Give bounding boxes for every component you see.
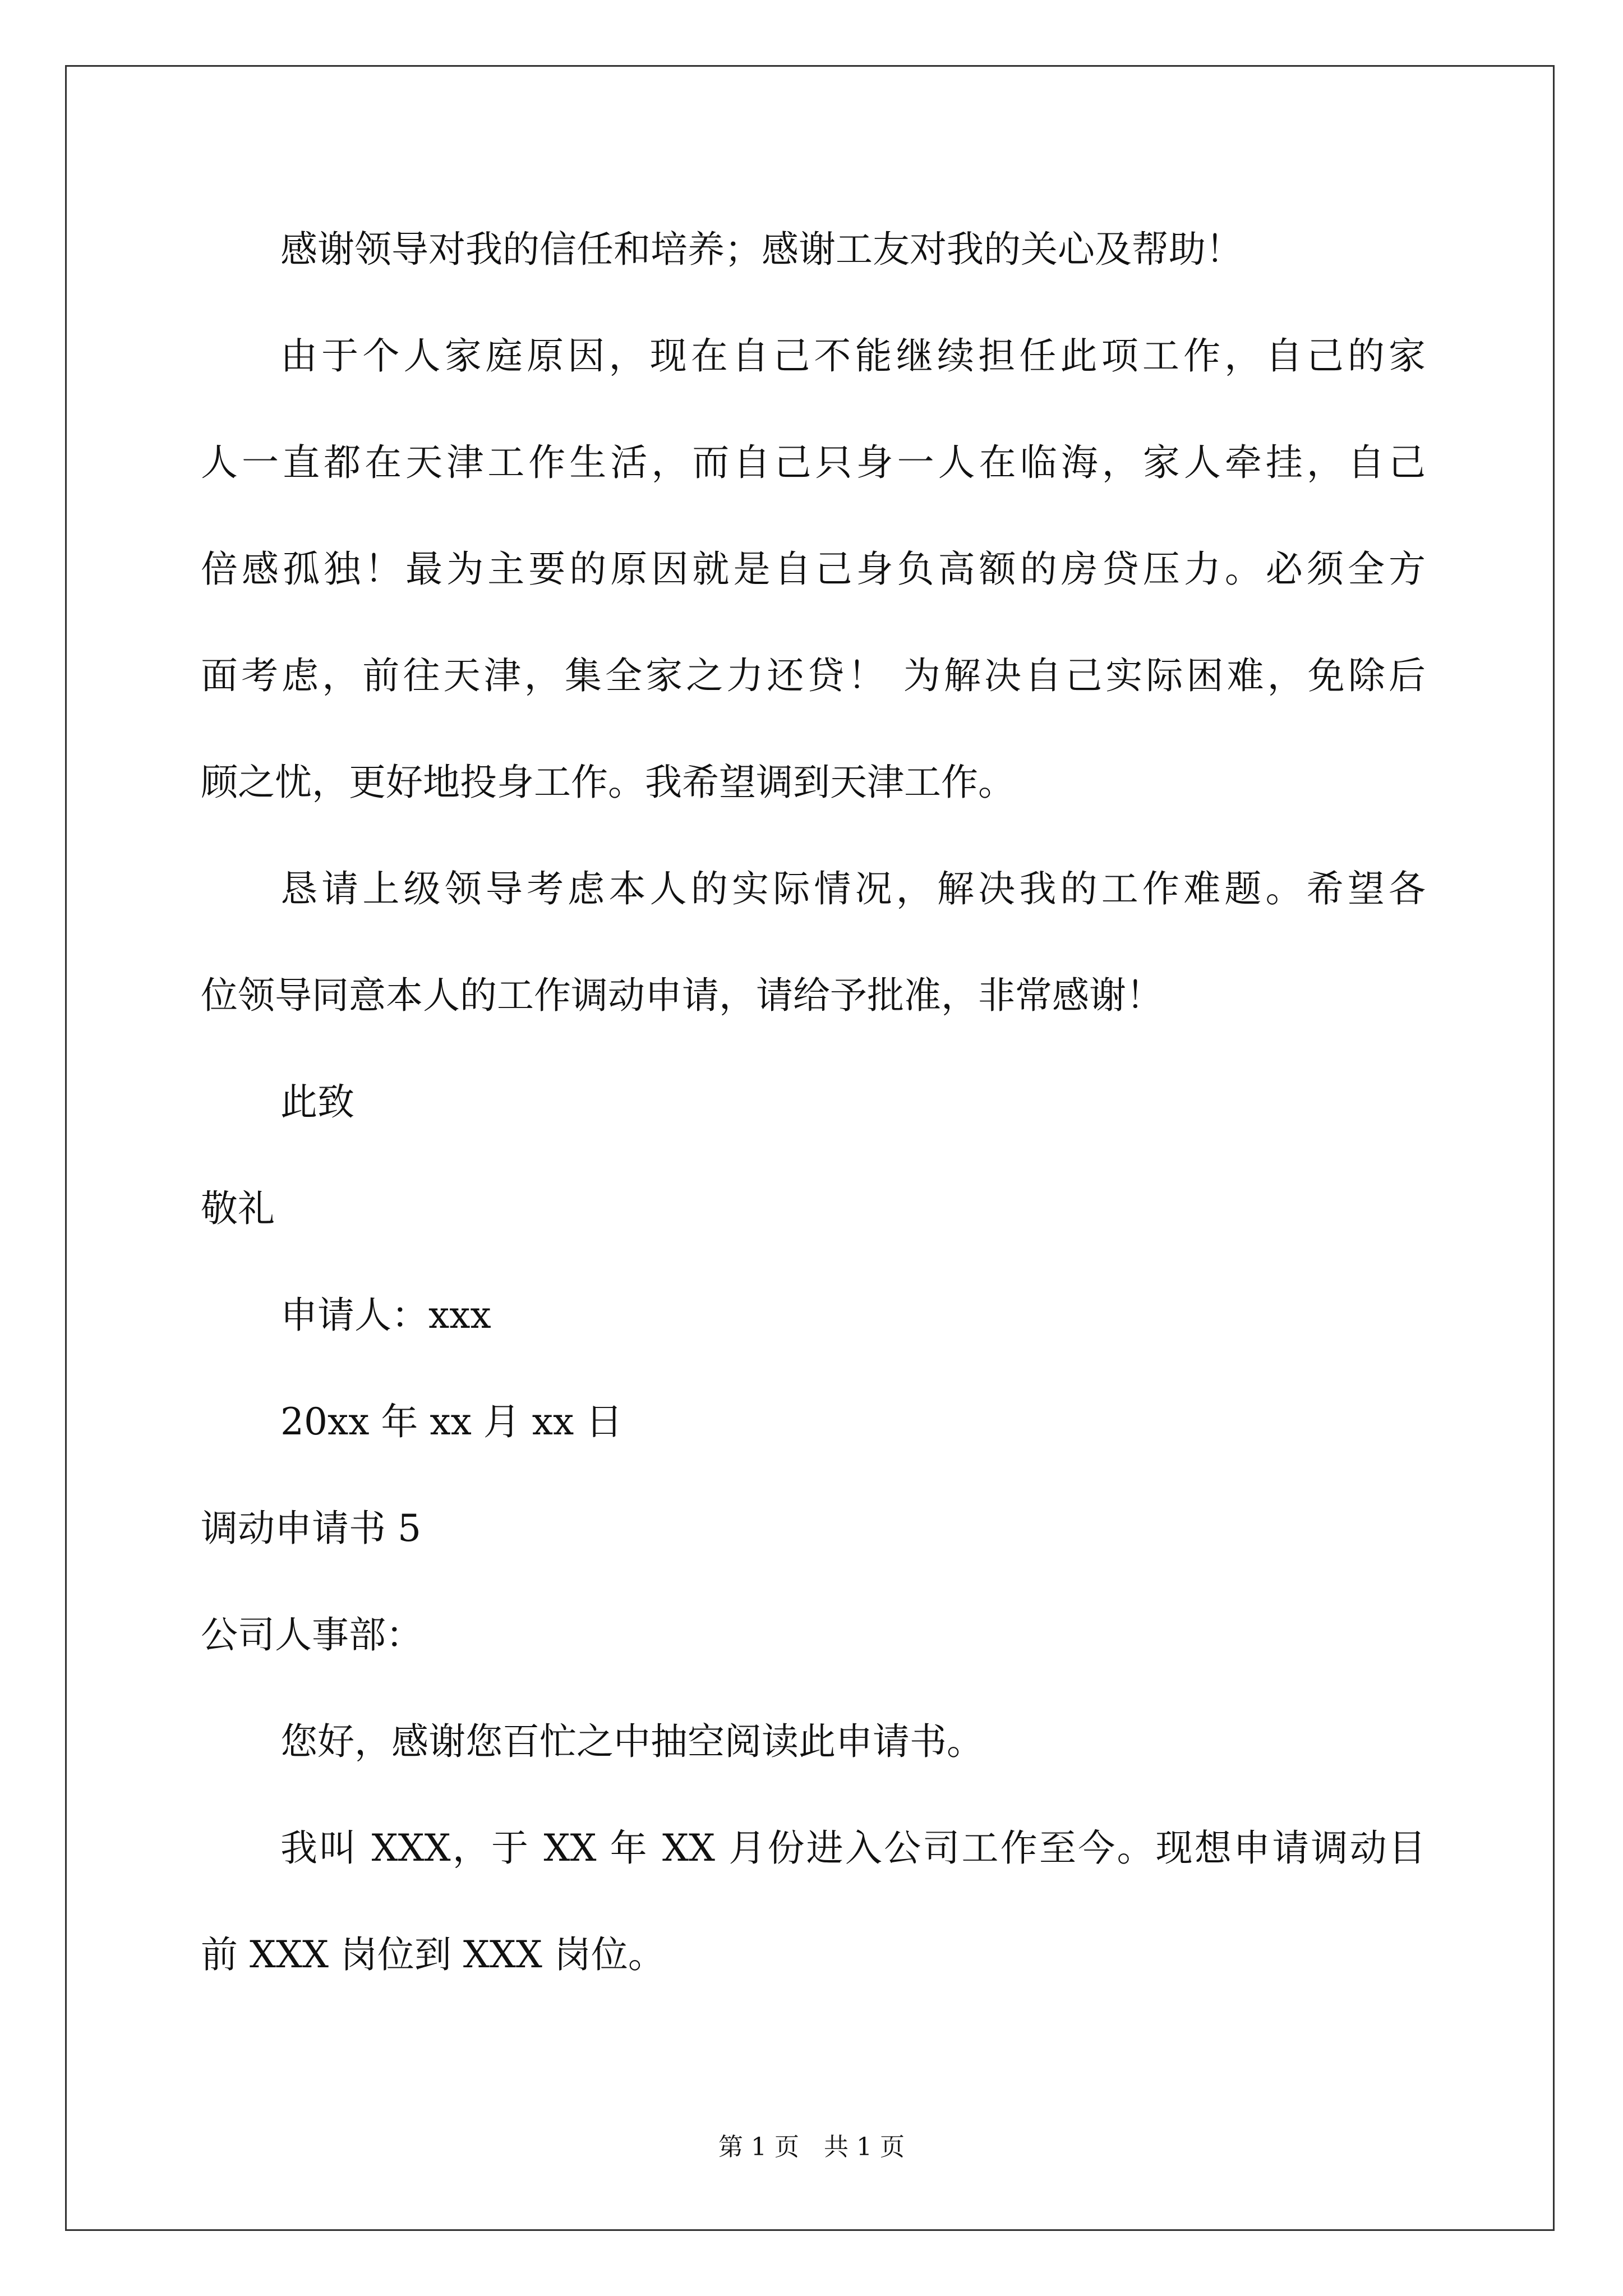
paragraph-request-line-1: 恳请上级领导考虑本人的实际情况，解决我的工作难题。希望各 — [280, 867, 1426, 910]
paragraph-thanks-line-1: 感谢领导对我的信任和培养；感谢工友对我的关心及帮助！ — [280, 228, 1243, 271]
paragraph-reason-line-2: 人一直都在天津工作生活，而自己只身一人在临海，家人牵挂，自己 — [201, 441, 1426, 484]
page-border — [65, 65, 1555, 2231]
page-number-footer: 第 1 页 共 1 页 — [718, 2133, 905, 2161]
applicant-text: 申请人：xxx — [280, 1294, 491, 1337]
closing-text: 此致 — [280, 1080, 354, 1124]
paragraph-reason-line-5: 顾之忧，更好地投身工作。我希望调到天津工作。 — [201, 761, 1015, 804]
salute-text: 敬礼 — [201, 1187, 275, 1230]
paragraph-request-line-2: 位领导同意本人的工作调动申请，请给予批准，非常感谢！ — [201, 974, 1163, 1017]
recipient-text: 公司人事部： — [201, 1613, 423, 1657]
section-title: 调动申请书 5 — [201, 1507, 421, 1550]
paragraph-reason-line-4: 面考虑，前往天津，集全家之力还贷！ 为解决自己实际困难，免除后 — [201, 654, 1426, 697]
paragraph-intro-line-2: 前 XXX 岗位到 XXX 岗位。 — [201, 1933, 665, 1976]
paragraph-reason-line-3: 倍感孤独！最为主要的原因就是自己身负高额的房贷压力。必须全方 — [201, 547, 1426, 591]
paragraph-intro-line-1: 我叫 XXX，于 XX 年 XX 月份进入公司工作至今。现想申请调动目 — [280, 1826, 1426, 1870]
paragraph-reason-line-1: 由于个人家庭原因，现在自己不能继续担任此项工作，自己的家 — [280, 334, 1426, 378]
date-text: 20xx 年 xx 月 xx 日 — [280, 1400, 623, 1443]
greeting-text: 您好，感谢您百忙之中抽空阅读此申请书。 — [280, 1720, 984, 1763]
